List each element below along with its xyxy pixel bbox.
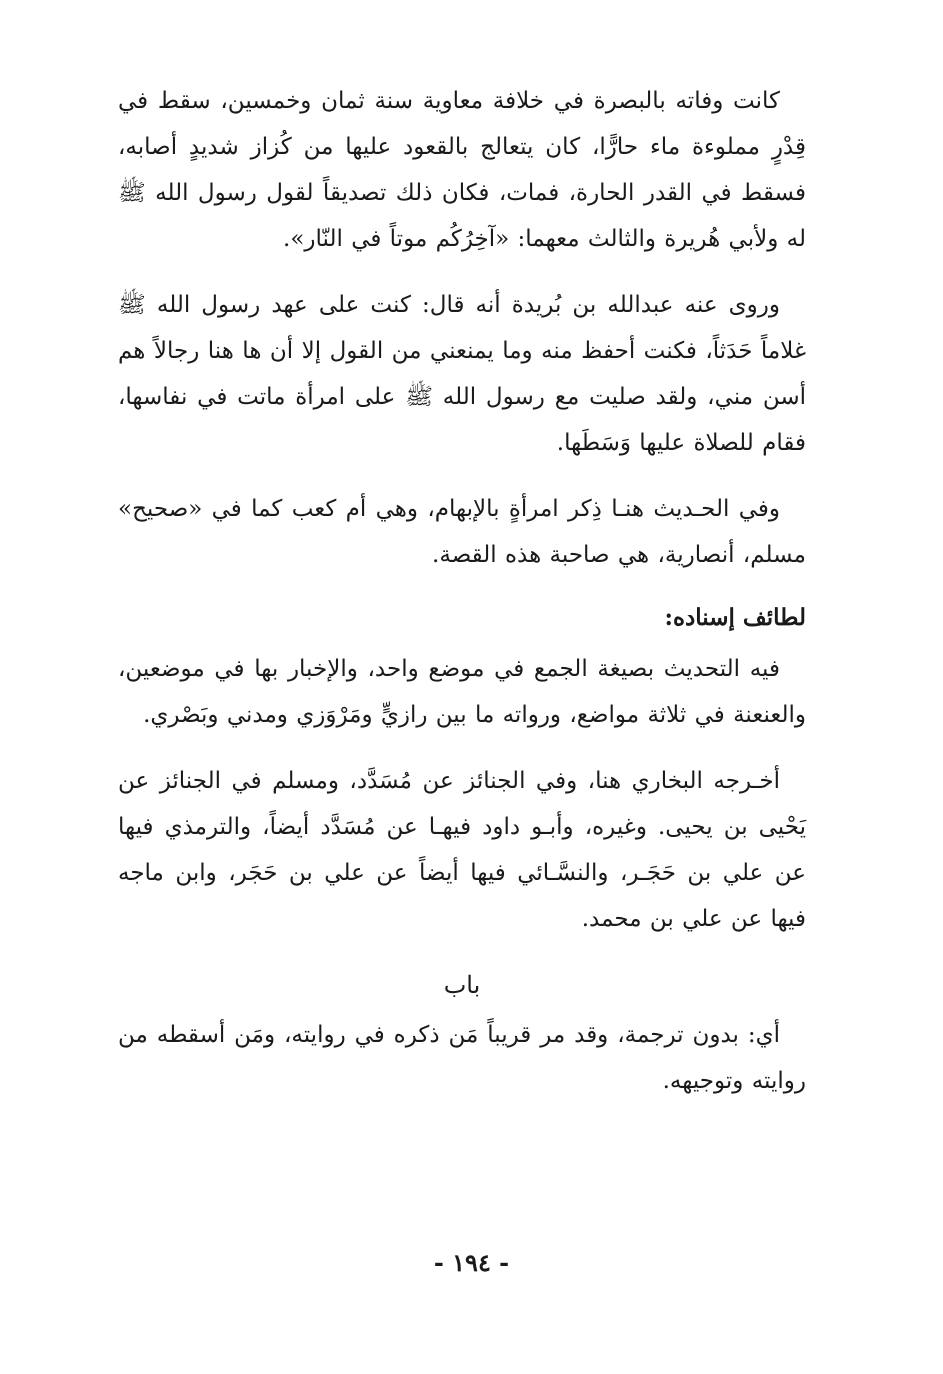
paragraph-narration: وروى عنه عبدالله بن بُريدة أنه قال: كنت على عهد رسول الله ﷺ غلاماً حَدَثاً، فكنت أحفظ منه وما يمنعني من القول إلا أن ها هنا رجالاً هم أسن مني، ولقد صليت مع رسول الله ﷺ على امرأة ماتت في نفاسها، فقام للصلاة عليها وَسَطَها.	[118, 292, 806, 456]
section-heading-isnad: لطائف إسناده:	[664, 604, 806, 631]
paragraph-hadith-woman: وفي الحـديث هنـا ذِكر امرأةٍ بالإبهام، وهي أم كعب كما في «صحيح» مسلم، أنصارية، هي صاحبة هذه القصة.	[118, 496, 806, 568]
paragraph-isnad-details: فيه التحديث بصيغة الجمع في موضع واحد، والإخبار بها في موضعين، والعنعنة في ثلاثة مواضع، ورواته ما بين رازيٍّ ومَرْوَزي ومدني وبَصْري.	[118, 656, 806, 728]
paragraph-chapter-note: أي: بدون ترجمة، وقد مر قريباً مَن ذكره في روايته، ومَن أسقطه من روايته وتوجيهه.	[118, 1022, 806, 1094]
chapter-title: باب	[443, 971, 481, 999]
page-number: - ١٩٤ -	[433, 1248, 510, 1277]
paragraph-takhrij: أخـرجه البخاري هنا، وفي الجنائز عن مُسَدَّد، ومسلم في الجنائز عن يَحْيى بن يحيى. وغيره، وأبـو داود فيهـا عن مُسَدَّد أيضاً، والترمذي فيها عن علي بن حَجَـر، والنسَّـائي فيها أيضاً عن علي بن حَجَر، وابن ماجه فيها عن علي بن محمد.	[118, 768, 806, 932]
paragraph-death-account: كانت وفاته بالبصرة في خلافة معاوية سنة ثمان وخمسين، سقط في قِدْرٍ مملوءة ماء حارًّا، كان يتعالج بالقعود عليها من كُزاز شديدٍ أصابه، فسقط في القدر الحارة، فمات، فكان ذلك تصديقاً لقول رسول الله ﷺ له ولأبي هُريرة والثالث معهما: «آخِرُكُم موتاً في النّار».	[118, 88, 806, 252]
page-body	[118, 78, 806, 1124]
